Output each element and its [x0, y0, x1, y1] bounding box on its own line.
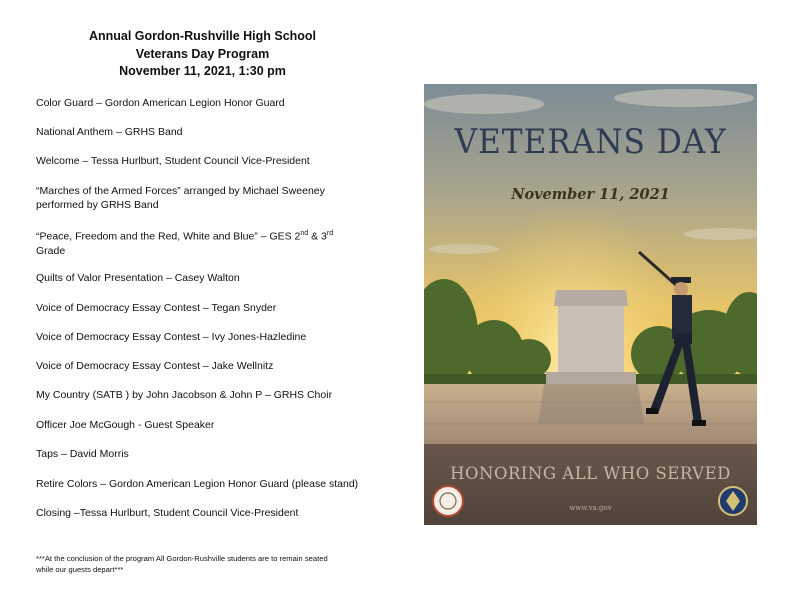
program-item-line: [36, 227, 386, 244]
program-item: Quilts of Valor Presentation – Casey Walton: [36, 272, 240, 284]
program-item-text: & 3: [308, 230, 327, 243]
poster-tagline: HONORING ALL WHO SERVED: [450, 464, 731, 483]
program-item-line: “Marches of the Armed Forces” arranged by Michael Sweeney: [36, 185, 325, 197]
footnote-line: while our guests depart***: [36, 565, 124, 574]
program-item-line: Grade: [36, 244, 66, 257]
poster-date: November 11, 2021: [511, 186, 670, 203]
footnote-line: ***At the conclusion of the program All Gordon-Rushville students are to remain seated: [36, 554, 328, 563]
program-item: My Country (SATB ) by John Jacobson & John P – GRHS Choir: [36, 389, 333, 401]
footnote: [36, 553, 376, 575]
program-item: Voice of Democracy Essay Contest – Tegan Snyder: [36, 302, 277, 314]
program-item: Voice of Democracy Essay Contest – Ivy Jones-Hazledine: [36, 331, 307, 343]
program-item-line: performed by GRHS Band: [36, 199, 159, 211]
superscript: rd: [326, 230, 334, 237]
program-item: Voice of Democracy Essay Contest – Jake Wellnitz: [36, 360, 274, 372]
program-header: [60, 28, 345, 81]
program-item: National Anthem – GRHS Band: [36, 126, 183, 138]
program-item: Retire Colors – Gordon American Legion Honor Guard (please stand): [36, 478, 359, 490]
poster-title: VETERANS DAY: [454, 122, 727, 162]
program-item-text: “Peace, Freedom and the Red, White and Blue” – GES 2: [36, 230, 301, 243]
poster-url: www.va.gov: [569, 504, 612, 512]
program-title: Veterans Day Program: [135, 46, 270, 61]
veterans-day-poster: [424, 84, 757, 525]
program-item: [36, 227, 386, 258]
program-date: November 11, 2021, 1:30 pm: [119, 64, 286, 78]
program-item: Taps – David Morris: [36, 448, 129, 460]
school-title: Annual Gordon-Rushville High School: [88, 29, 317, 43]
program-item: Closing –Tessa Hurlburt, Student Council Vice-President: [36, 507, 299, 519]
superscript: nd: [300, 230, 309, 237]
program-item: [36, 184, 386, 212]
program-item: Welcome – Tessa Hurlburt, Student Council Vice-President: [36, 155, 310, 167]
program-item: Officer Joe McGough - Guest Speaker: [36, 419, 215, 431]
program-item: Color Guard – Gordon American Legion Honor Guard: [36, 97, 285, 109]
